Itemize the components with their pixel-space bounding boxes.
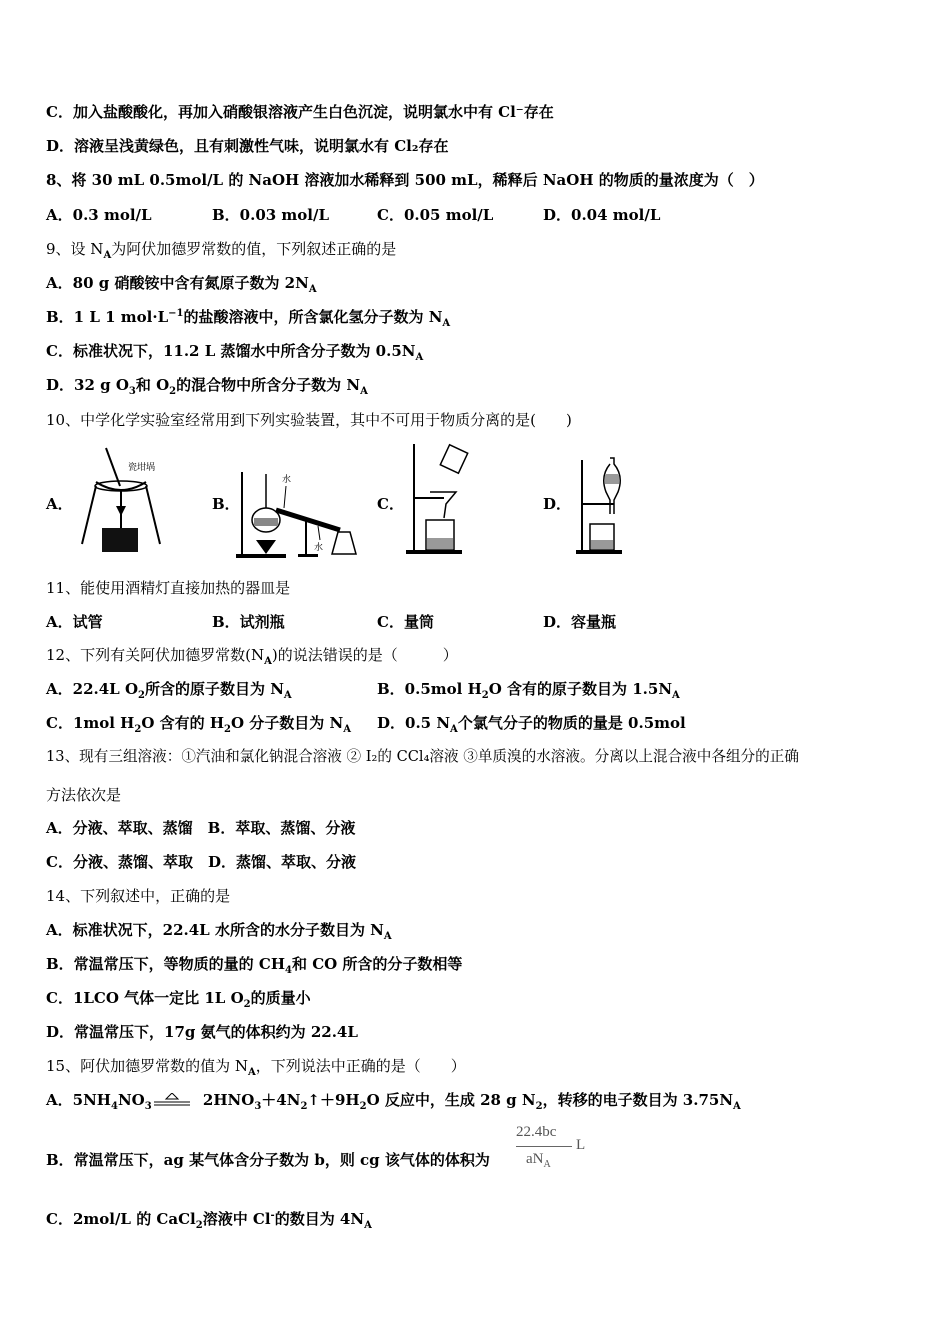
q14-stem: 14、下列叙述中，正确的是: [46, 887, 231, 905]
filtration-apparatus-figure: [400, 442, 470, 556]
prev-option-d: D．溶液呈浅黄绿色，且有刺激性气味，说明氯水有 Cl₂存在: [46, 137, 449, 155]
fraction-bar: [516, 1146, 572, 1147]
q11-option-b: B．试剂瓶: [212, 613, 285, 631]
q8-option-c: C．0.05 mol/L: [377, 206, 494, 224]
q8-option-d: D．0.04 mol/L: [543, 206, 661, 224]
q9-option-c: C．标准状况下，11.2 L 蒸馏水中所含分子数为 $0.5N_A$: [46, 342, 424, 363]
q11-option-d: D．容量瓶: [543, 613, 617, 631]
q14-option-b: B．常温常压下，等物质的量的 $CH_4$和 CO 所含的分子数相等: [46, 955, 463, 976]
fraction-numerator: 22.4bc: [516, 1124, 557, 1140]
separatory-funnel-figure: [572, 452, 632, 556]
q11-option-c: C．量筒: [377, 613, 434, 631]
water-out-label: 水: [314, 543, 324, 553]
q11-stem: 11、能使用酒精灯直接加热的器皿是: [46, 579, 291, 597]
q14-option-a: A．标准状况下，22.4L 水所含的水分子数目为 $N_A$: [46, 921, 392, 942]
q8-option-b: B．0.03 mol/L: [212, 206, 330, 224]
fraction-denominator: $aN_A$: [526, 1151, 551, 1170]
distillation-apparatus-figure: [236, 468, 358, 560]
q10-option-a: A．: [46, 495, 73, 513]
crucible-label: 瓷坩埚: [128, 463, 156, 473]
crucible-apparatus-figure: [76, 446, 166, 556]
q8-stem: 8、将 30 mL 0.5mol/L 的 NaOH 溶液加水稀释到 500 mL，稀释后 NaOH 的物质的量浓度为（ ）: [46, 171, 764, 189]
q13-options-cd: C．分液、蒸馏、萃取 D．蒸馏、萃取、分液: [46, 853, 356, 871]
q12-stem: 12、下列有关阿伏加德罗常数$(N_A)$的说法错误的是（ ）: [46, 646, 458, 667]
q15-stem: 15、阿伏加德罗常数的值为 $N_A$，下列说法中正确的是（ ）: [46, 1057, 466, 1078]
q9-option-a: A．80 g 硝酸铵中含有氮原子数为 $2N_A$: [46, 274, 317, 295]
fraction-unit: L: [576, 1137, 586, 1153]
q8-option-a: A．0.3 mol/L: [46, 206, 152, 224]
q10-option-b: B．: [212, 495, 240, 513]
prev-option-c: C．加入盐酸酸化，再加入硝酸银溶液产生白色沉淀，说明氯水中有 Cl⁻存在: [46, 103, 554, 121]
q10-option-d: D．: [543, 495, 572, 513]
q11-option-a: A．试管: [46, 613, 103, 631]
q15-option-b: B．常温常压下，ag 某气体含分子数为 b，则 cg 该气体的体积为: [46, 1151, 490, 1169]
q12-option-c: C．1mol $H_2O$ 含有的 $H_2O$ 分子数目为 $N_A$: [46, 714, 351, 735]
q9-stem: 9、设 $N_A$为阿伏加德罗常数的值，下列叙述正确的是: [46, 240, 397, 261]
q13-options-ab: A．分液、萃取、蒸馏 B．萃取、蒸馏、分液: [46, 819, 356, 837]
q15-option-c: C．2mol/L 的 CaCl$_2$溶液中 Cl-的数目为 $4N_A$: [46, 1210, 372, 1231]
q14-option-c: C．1LCO 气体一定比 1L $O_2$的质量小: [46, 989, 311, 1010]
q9-option-d: D．32 g $O_3$和 $O_2$的混合物中所含分子数为 $N_A$: [46, 376, 368, 397]
q14-option-d: D．常温常压下，17g 氨气的体积约为 22.4L: [46, 1023, 358, 1041]
q12-option-d: D．0.5 $N_A$个氯气分子的物质的量是 0.5mol: [377, 714, 686, 735]
q15-option-a: A．$5NH_4NO_3$ $2HNO_3+4N_2↑+9H_2O$ 反应中，生成 28 g $N_2$，转移的电子数目为 $3.75N_A$: [46, 1091, 741, 1112]
q10-option-c: C．: [377, 495, 404, 513]
q12-option-a: A．22.4L $O_2$所含的原子数目为 $N_A$: [46, 680, 292, 701]
q13-stem-line1: 13、现有三组溶液：①汽油和氯化钠混合溶液 ② I₂的 CCl₄溶液 ③单质溴的水溶液。分离以上混合液中各组分的正确: [46, 748, 799, 765]
q13-stem-line2: 方法依次是: [46, 786, 122, 804]
q10-stem: 10、中学化学实验室经常用到下列实验装置，其中不可用于物质分离的是( ): [46, 411, 572, 429]
heat-arrow-icon: [152, 1093, 192, 1109]
q9-option-b: B．1 L 1 $mol\cdot L^{-1}$的盐酸溶液中，所含氯化氢分子数为 $N_A$: [46, 308, 451, 329]
water-in-label: 水: [282, 475, 292, 485]
q12-option-b: B．0.5mol $H_2O$ 含有的原子数目为 $1.5N_A$: [377, 680, 680, 701]
